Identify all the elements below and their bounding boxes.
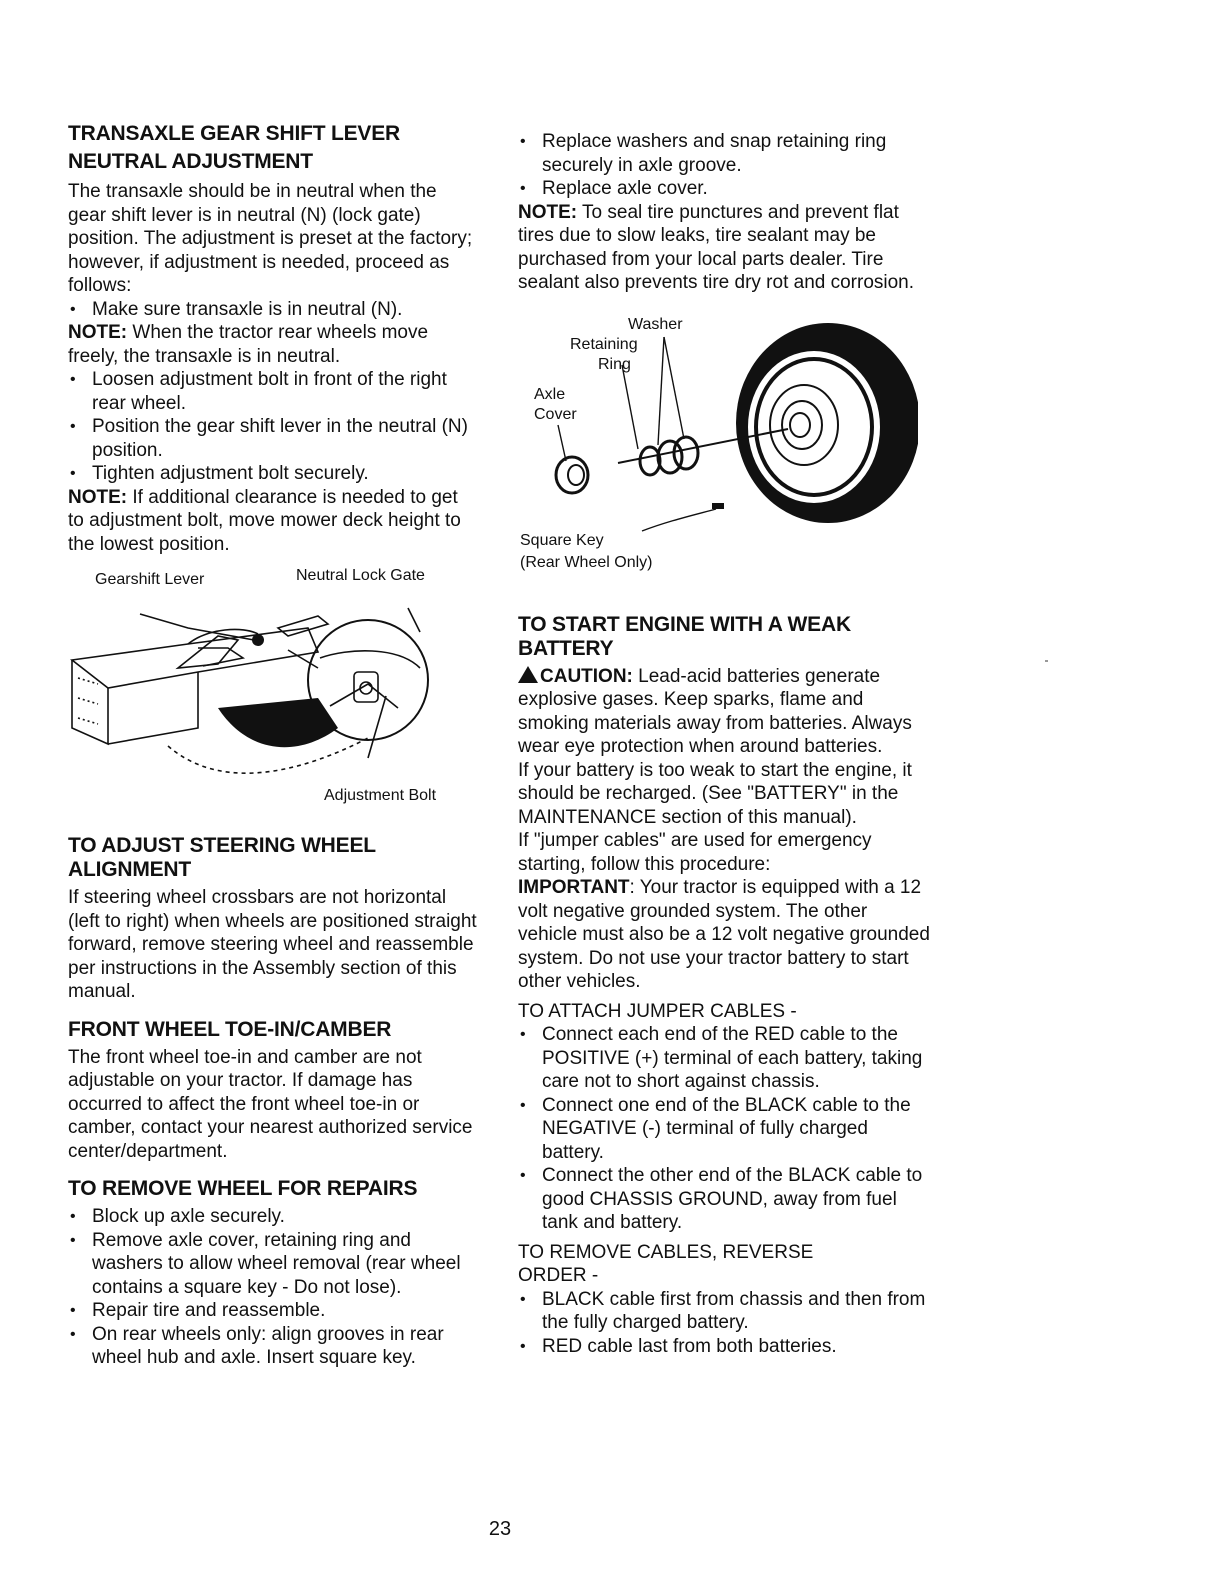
- gear-shift-steps-2: [68, 368, 478, 486]
- note-text: To seal tire punctures and prevent flat tires due to slow leaks, tire sealant may be purchased from your local parts dealer. Tire sealant also prevents tire dry rot and corrosion.: [518, 201, 915, 293]
- list-item: • Connect the other end of the BLACK cable to good CHASSIS GROUND, away from fuel tank and battery.: [518, 1164, 930, 1235]
- list-item: • BLACK cable first from chassis and then from the fully charged battery.: [518, 1288, 930, 1335]
- list-item: • Connect one end of the BLACK cable to the NEGATIVE (-) terminal of fully charged battery.: [518, 1094, 930, 1165]
- list-item: • Block up axle securely.: [68, 1205, 478, 1229]
- remove-wheel-title: TO REMOVE WHEEL FOR REPAIRS: [68, 1177, 418, 1200]
- jumper-intro: If "jumper cables" are used for emergency starting, follow this procedure:: [518, 830, 872, 875]
- note-label: NOTE:: [68, 486, 128, 508]
- list-item: • Connect each end of the RED cable to the POSITIVE (+) terminal of each battery, taking care not to short against chassis.: [518, 1023, 930, 1094]
- list-item: • Replace axle cover.: [518, 177, 930, 201]
- caution-icon: [518, 666, 538, 683]
- weak-battery-title: TO START ENGINE WITH A WEAK BATTERY: [518, 612, 851, 660]
- gearshift-illustration: [68, 588, 468, 788]
- tire-sealant-note: [518, 201, 930, 295]
- toe-camber-text: The front wheel toe-in and camber are not adjustable on your tractor. If damage has occurred to affect the front wheel toe-in or camber, contact your nearest authorized service center/department.: [68, 1046, 473, 1162]
- gear-shift-title: TRANSAXLE GEAR SHIFT LEVER NEUTRAL ADJUSTMENT: [68, 122, 400, 173]
- caution-label: CAUTION:: [540, 665, 633, 687]
- caution-paragraph: [518, 665, 930, 759]
- label-cover: Cover: [534, 405, 577, 423]
- label-adjustment-bolt: Adjustment Bolt: [324, 787, 437, 804]
- caution-text: Lead-acid batteries generate explosive gases. Keep sparks, flame and smoking materials away from batteries. Always wear eye protection when around batteries.: [518, 665, 912, 757]
- important-text: : Your tractor is equipped with a 12 volt negative grounded system. The other vehicle must also be a 12 volt negative grounded system. Do not use your tractor battery to start other vehicles.: [518, 877, 930, 992]
- list-item: • Repair tire and reassemble.: [68, 1299, 478, 1323]
- gear-shift-intro: The transaxle should be in neutral when the gear shift lever is in neutral (N) (lock gate) position. The adjustment is preset at the factory; however, if adjustment is needed, proceed as follows:: [68, 181, 473, 296]
- toe-camber-title: FRONT WHEEL TOE-IN/CAMBER: [68, 1017, 392, 1041]
- label-square-key: Square Key: [520, 531, 604, 549]
- attach-heading: TO ATTACH JUMPER CABLES -: [518, 1000, 797, 1022]
- attach-steps: [518, 1023, 930, 1235]
- steering-title: TO ADJUST STEERING WHEEL ALIGNMENT: [68, 834, 376, 881]
- page-number: 23: [488, 1518, 512, 1540]
- list-item: • On rear wheels only: align grooves in rear wheel hub and axle. Insert square key.: [68, 1323, 478, 1370]
- list-item: • Replace washers and snap retaining ring securely in axle groove.: [518, 130, 930, 177]
- steering-text: If steering wheel crossbars are not horizontal (left to right) when wheels are positioned straight forward, remove steering wheel and reassemble per instructions in the Assembly section of this manual.: [68, 887, 477, 1002]
- list-item: • Make sure transaxle is in neutral (N).: [68, 298, 478, 322]
- list-item: • Remove axle cover, retaining ring and washers to allow wheel removal (rear wheel contains a square key - Do not lose).: [68, 1229, 478, 1300]
- label-gearshift-lever: Gearshift Lever: [95, 571, 205, 588]
- label-axle: Axle: [534, 385, 566, 403]
- note-label: NOTE:: [518, 201, 578, 223]
- gear-note-1: [68, 321, 478, 368]
- wheel-illustration: [518, 315, 918, 545]
- gear-note-2: [68, 486, 478, 557]
- wheel-figure: [518, 315, 930, 605]
- scan-speck: [1045, 660, 1048, 662]
- list-item: • Loosen adjustment bolt in front of the right rear wheel.: [68, 368, 478, 415]
- important-label: IMPORTANT: [518, 877, 630, 898]
- toe-camber-section: [68, 1018, 478, 1164]
- right-column: [518, 130, 930, 1358]
- label-retaining: Retaining: [570, 335, 638, 353]
- label-ring: Ring: [598, 355, 631, 373]
- weak-battery-section: [518, 613, 930, 1359]
- remove-cables-heading: TO REMOVE CABLES, REVERSE ORDER -: [518, 1241, 814, 1286]
- steering-section: [68, 834, 478, 1004]
- label-rear-wheel-only: (Rear Wheel Only): [520, 553, 653, 571]
- label-neutral-lock-gate: Neutral Lock Gate: [296, 567, 425, 584]
- note-text: When the tractor rear wheels move freely, the transaxle is in neutral.: [68, 322, 429, 367]
- weak-battery-text: If your battery is too weak to start the engine, it should be recharged. (See "BATTERY" in the MAINTENANCE section of this manual).: [518, 759, 912, 828]
- label-washer: Washer: [628, 315, 683, 333]
- important-paragraph: [518, 876, 930, 994]
- remove-wheel-steps: [68, 1205, 478, 1370]
- note-text: If additional clearance is needed to get to adjustment bolt, move mower deck height to the lowest position.: [68, 486, 461, 555]
- list-item: • RED cable last from both batteries.: [518, 1335, 930, 1359]
- left-column: [68, 120, 478, 1370]
- list-item: • Tighten adjustment bolt securely.: [68, 462, 478, 486]
- gearshift-figure: [68, 564, 478, 814]
- list-item: • Position the gear shift lever in the neutral (N) position.: [68, 415, 478, 462]
- replace-steps: [518, 130, 930, 201]
- remove-cables-steps: [518, 1288, 930, 1359]
- gear-shift-steps-1: [68, 298, 478, 322]
- remove-wheel-section: [68, 1177, 478, 1370]
- note-label: NOTE:: [68, 322, 128, 343]
